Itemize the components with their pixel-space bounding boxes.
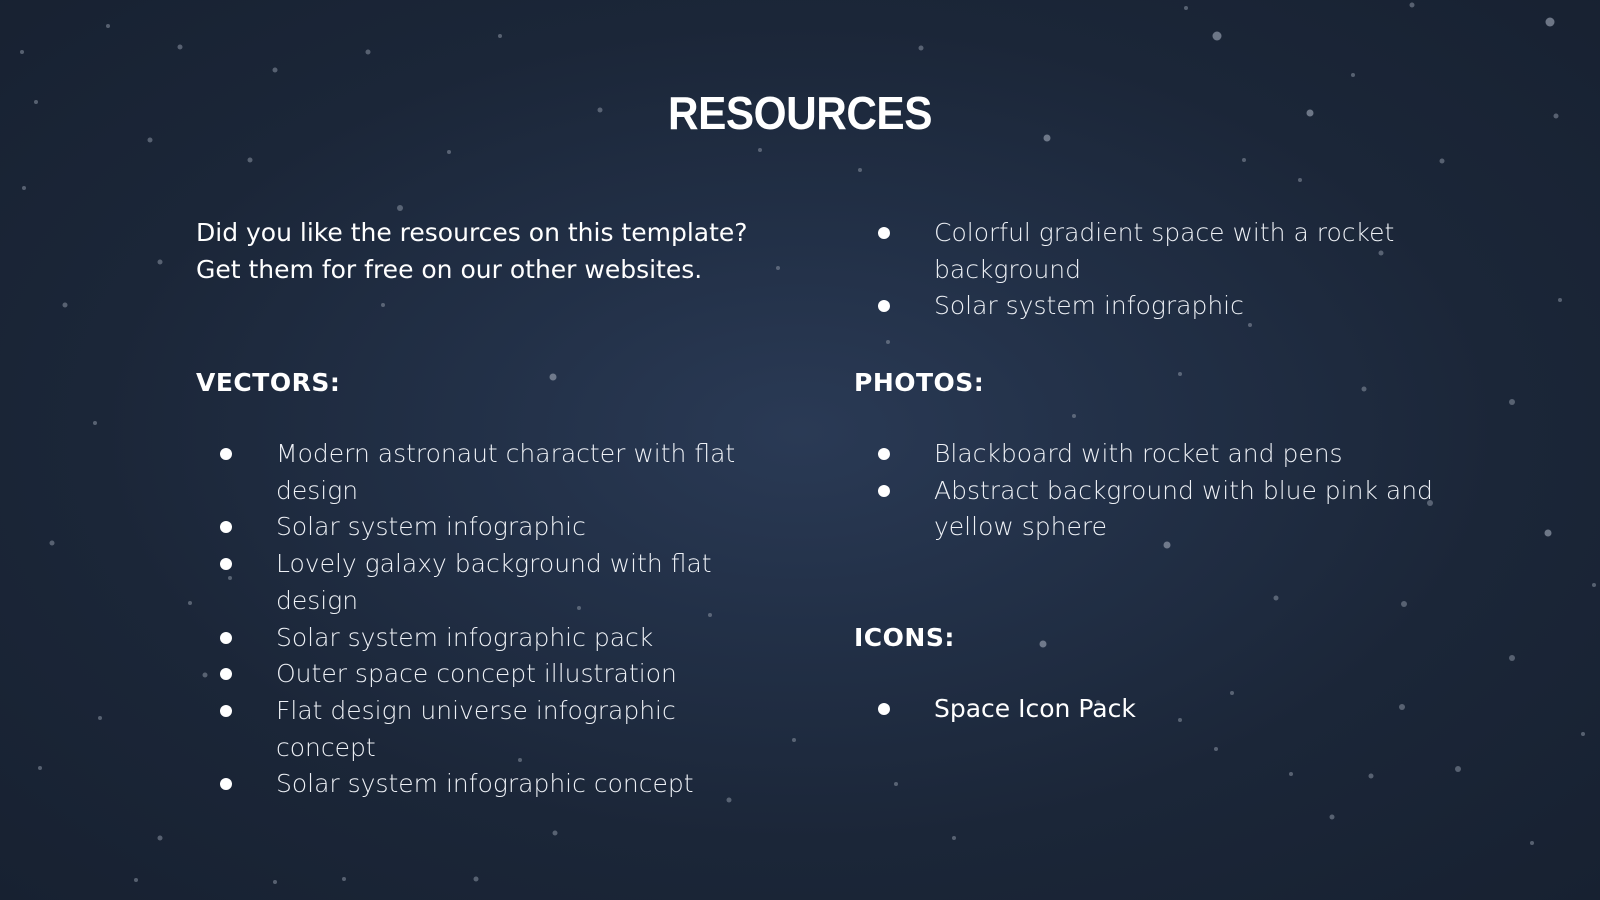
vector-link[interactable]: Outer space concept illustration xyxy=(276,659,677,689)
list-item[interactable] xyxy=(854,691,1434,728)
star-dot xyxy=(1213,32,1222,41)
star-dot xyxy=(342,877,346,881)
list-item[interactable] xyxy=(854,436,1434,473)
bullet-icon xyxy=(878,300,890,312)
list-item[interactable] xyxy=(196,766,756,803)
star-dot xyxy=(1040,641,1047,648)
star-dot xyxy=(134,878,138,882)
star-dot xyxy=(1530,841,1534,845)
star-dot xyxy=(50,541,55,546)
star-dot xyxy=(447,150,451,154)
list-item[interactable] xyxy=(854,473,1434,546)
bullet-icon xyxy=(220,558,232,570)
star-dot xyxy=(188,601,192,605)
star-dot xyxy=(776,266,780,270)
vectors-continued-list xyxy=(854,215,1434,325)
star-dot xyxy=(178,45,183,50)
star-dot xyxy=(63,303,68,308)
star-dot xyxy=(20,50,24,54)
star-dot xyxy=(474,877,479,882)
star-dot xyxy=(1369,774,1374,779)
vector-link[interactable]: Solar system infographic concept xyxy=(276,769,694,799)
star-dot xyxy=(1410,3,1415,8)
bullet-icon xyxy=(878,227,890,239)
star-dot xyxy=(1440,159,1445,164)
star-dot xyxy=(38,766,42,770)
list-item[interactable] xyxy=(854,215,1434,288)
star-dot xyxy=(1509,399,1515,405)
vector-link[interactable]: Solar system infographic xyxy=(276,512,586,542)
star-dot xyxy=(1178,372,1182,376)
list-item[interactable] xyxy=(196,509,756,546)
list-item[interactable] xyxy=(196,436,756,509)
star-dot xyxy=(106,24,110,28)
star-dot xyxy=(553,831,558,836)
star-dot xyxy=(758,148,762,152)
star-dot xyxy=(1455,766,1461,772)
star-dot xyxy=(919,46,924,51)
star-dot xyxy=(22,186,26,190)
star-dot xyxy=(34,100,38,104)
star-dot xyxy=(1330,815,1335,820)
star-dot xyxy=(1554,114,1559,119)
bullet-icon xyxy=(220,668,232,680)
star-dot xyxy=(792,738,796,742)
vector-link[interactable]: Lovely galaxy background with flat design xyxy=(276,549,712,615)
star-dot xyxy=(1558,298,1562,302)
vector-link[interactable]: Colorful gradient space with a rocket background xyxy=(934,218,1395,284)
bullet-icon xyxy=(220,705,232,717)
bullet-icon xyxy=(220,521,232,533)
icon-pack-link[interactable]: Space Icon Pack xyxy=(934,694,1136,723)
star-dot xyxy=(1362,387,1367,392)
photos-heading: PHOTOS: xyxy=(854,368,985,397)
star-dot xyxy=(1592,583,1596,587)
star-dot xyxy=(858,168,862,172)
bullet-icon xyxy=(220,632,232,644)
star-dot xyxy=(1184,6,1188,10)
page-title: RESOURCES xyxy=(668,87,932,139)
bullet-icon xyxy=(878,485,890,497)
bullet-icon xyxy=(878,448,890,460)
bullet-icon xyxy=(220,448,232,460)
star-dot xyxy=(1351,73,1355,77)
list-item[interactable] xyxy=(196,693,756,766)
star-dot xyxy=(98,716,102,720)
star-dot xyxy=(381,303,385,307)
star-dot xyxy=(498,34,502,38)
star-dot xyxy=(886,340,890,344)
photos-list xyxy=(854,436,1434,546)
vector-link[interactable]: Solar system infographic xyxy=(934,291,1244,321)
star-dot xyxy=(158,836,163,841)
star-dot xyxy=(1242,158,1246,162)
vector-link[interactable]: Modern astronaut character with flat design xyxy=(276,439,736,505)
star-dot xyxy=(1545,530,1552,537)
star-dot xyxy=(397,205,403,211)
photo-link[interactable]: Blackboard with rocket and pens xyxy=(934,439,1343,468)
star-dot xyxy=(894,782,898,786)
bullet-icon xyxy=(878,703,890,715)
star-dot xyxy=(1289,772,1293,776)
left-column xyxy=(196,215,756,799)
vector-link[interactable]: Solar system infographic pack xyxy=(276,622,654,652)
star-dot xyxy=(1072,414,1076,418)
star-dot xyxy=(1581,732,1585,736)
photo-link[interactable]: Abstract background with blue pink and yellow sphere xyxy=(934,475,1433,542)
vector-link[interactable]: Flat design universe infographic concept xyxy=(276,695,676,762)
bullet-icon xyxy=(220,778,232,790)
star-dot xyxy=(1214,747,1218,751)
star-dot xyxy=(273,68,278,73)
star-dot xyxy=(1509,655,1515,661)
star-dot xyxy=(273,880,277,884)
icons-list xyxy=(854,691,1434,728)
star-dot xyxy=(248,158,253,163)
list-item[interactable] xyxy=(854,288,1434,325)
vectors-heading: VECTORS: xyxy=(196,368,341,397)
intro-text: Did you like the resources on this template? Get them for free on our other websites. xyxy=(196,218,748,284)
list-item[interactable] xyxy=(196,656,756,693)
star-dot xyxy=(158,260,163,265)
vectors-list xyxy=(196,436,756,803)
star-dot xyxy=(1401,601,1407,607)
star-dot xyxy=(1298,178,1302,182)
star-dot xyxy=(1546,18,1555,27)
star-dot xyxy=(952,836,956,840)
star-dot xyxy=(1274,596,1279,601)
list-item[interactable] xyxy=(196,620,756,657)
star-dot xyxy=(550,374,557,381)
icons-heading: ICONS: xyxy=(854,623,955,652)
star-dot xyxy=(366,50,371,55)
star-dot xyxy=(93,421,97,425)
list-item[interactable] xyxy=(196,546,756,619)
